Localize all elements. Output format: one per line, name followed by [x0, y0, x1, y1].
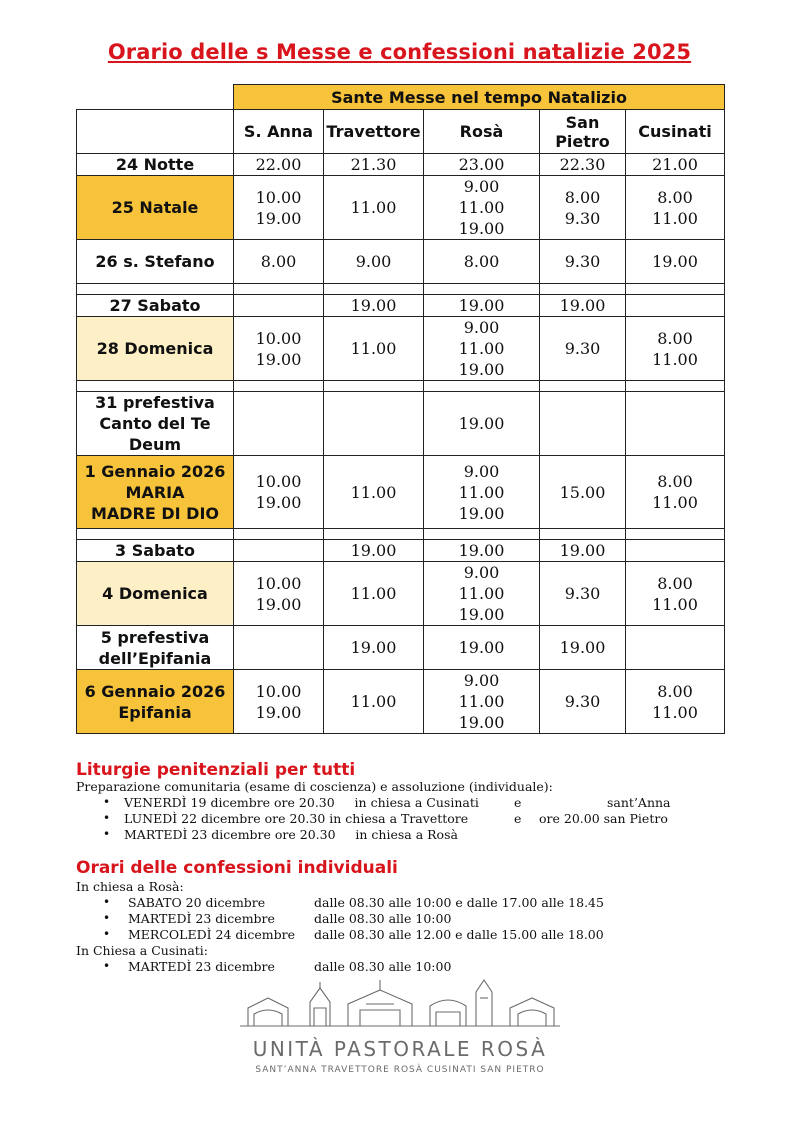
spacer-cell — [540, 529, 626, 540]
time-cell: 8.00 11.00 — [626, 670, 725, 734]
time-cell: 9.30 — [540, 240, 626, 284]
unita-pastorale-logo — [220, 978, 580, 1088]
time-cell — [234, 540, 324, 562]
time-cell: 11.00 — [324, 456, 424, 529]
spacer-row — [77, 381, 725, 392]
row-label: 27 Sabato — [77, 295, 234, 317]
spacer-cell — [324, 284, 424, 295]
time-cell: 19.00 — [626, 240, 725, 284]
spacer-cell — [77, 284, 234, 295]
spacer-cell — [324, 381, 424, 392]
bullet: • — [103, 795, 111, 809]
liturgia-extra: ore 20.00 san Pietro — [539, 811, 668, 826]
column-header: Travettore — [324, 110, 424, 154]
row-label: 3 Sabato — [77, 540, 234, 562]
time-cell: 8.00 11.00 — [626, 176, 725, 240]
bullet: • — [103, 827, 111, 841]
schedule-row — [77, 295, 725, 317]
spacer-cell — [424, 529, 540, 540]
spacer-cell — [234, 284, 324, 295]
schedule-row — [77, 317, 725, 381]
confession-time: dalle 08.30 alle 10:00 e dalle 17.00 alle 18.45 — [314, 895, 604, 910]
time-cell: 23.00 — [424, 154, 540, 176]
time-cell — [540, 392, 626, 456]
time-cell: 10.00 19.00 — [234, 317, 324, 381]
mass-schedule-table — [76, 84, 725, 734]
schedule-row — [77, 670, 725, 734]
row-label: 31 prefestiva Canto del Te Deum — [77, 392, 234, 456]
confession-place: In Chiesa a Cusinati: — [76, 943, 209, 958]
time-cell — [626, 540, 725, 562]
time-cell: 11.00 — [324, 562, 424, 626]
time-cell: 21.00 — [626, 154, 725, 176]
liturgie-intro: Preparazione comunitaria (esame di coscienza) e assoluzione (individuale): — [76, 779, 553, 794]
schedule-row — [77, 540, 725, 562]
column-header: San Pietro — [540, 110, 626, 154]
row-label: 28 Domenica — [77, 317, 234, 381]
time-cell: 19.00 — [324, 295, 424, 317]
row-label: 24 Notte — [77, 154, 234, 176]
time-cell: 11.00 — [324, 317, 424, 381]
spacer-cell — [626, 529, 725, 540]
time-cell: 8.00 — [424, 240, 540, 284]
time-cell: 8.00 9.30 — [540, 176, 626, 240]
row-label: 26 s. Stefano — [77, 240, 234, 284]
bullet: • — [103, 959, 111, 973]
column-header: S. Anna — [234, 110, 324, 154]
time-cell — [234, 626, 324, 670]
time-cell: 9.00 11.00 19.00 — [424, 176, 540, 240]
time-cell — [234, 295, 324, 317]
confession-day: MARTEDÌ 23 dicembre — [128, 959, 275, 974]
time-cell: 10.00 19.00 — [234, 670, 324, 734]
time-cell: 19.00 — [324, 626, 424, 670]
row-label: 6 Gennaio 2026 Epifania — [77, 670, 234, 734]
time-cell: 19.00 — [424, 626, 540, 670]
time-cell: 21.30 — [324, 154, 424, 176]
group-header: Sante Messe nel tempo Natalizio — [234, 85, 725, 110]
spacer-cell — [234, 529, 324, 540]
time-cell: 9.00 11.00 19.00 — [424, 562, 540, 626]
confession-day: MERCOLEDÌ 24 dicembre — [128, 927, 296, 942]
liturgia-conj: e — [514, 795, 522, 810]
time-cell: 19.00 — [540, 295, 626, 317]
schedule-row — [77, 392, 725, 456]
time-cell — [626, 626, 725, 670]
schedule-row — [77, 626, 725, 670]
spacer-cell — [626, 284, 725, 295]
confessioni-heading: Orari delle confessioni individuali — [76, 858, 398, 878]
time-cell: 8.00 11.00 — [626, 456, 725, 529]
time-cell: 9.00 — [324, 240, 424, 284]
logo-subtitle: SANT’ANNA TRAVETTORE ROSÀ CUSINATI SAN PIETRO — [255, 1065, 545, 1075]
time-cell: 8.00 11.00 — [626, 562, 725, 626]
time-cell: 19.00 — [540, 626, 626, 670]
time-cell: 10.00 19.00 — [234, 456, 324, 529]
time-cell: 9.30 — [540, 670, 626, 734]
bullet: • — [103, 911, 111, 925]
bullet: • — [103, 927, 111, 941]
time-cell — [324, 392, 424, 456]
row-label: 4 Domenica — [77, 562, 234, 626]
schedule-row — [77, 240, 725, 284]
spacer-cell — [424, 284, 540, 295]
liturgia-conj: e — [514, 811, 522, 826]
time-cell: 8.00 11.00 — [626, 317, 725, 381]
schedule-row — [77, 456, 725, 529]
column-header: Cusinati — [626, 110, 725, 154]
time-cell: 19.00 — [424, 540, 540, 562]
schedule-row — [77, 154, 725, 176]
time-cell: 11.00 — [324, 670, 424, 734]
confession-place: In chiesa a Rosà: — [76, 879, 184, 894]
confession-time: dalle 08.30 alle 12.00 e dalle 15.00 alle 18.00 — [314, 927, 604, 942]
confession-day: SABATO 20 dicembre — [128, 895, 266, 910]
bullet: • — [103, 895, 111, 909]
spacer-cell — [540, 381, 626, 392]
time-cell: 9.00 11.00 19.00 — [424, 456, 540, 529]
time-cell: 8.00 — [234, 240, 324, 284]
corner-blank — [77, 85, 234, 110]
row-label: 5 prefestiva dell’Epifania — [77, 626, 234, 670]
confession-day: MARTEDÌ 23 dicembre — [128, 911, 275, 926]
time-cell — [626, 392, 725, 456]
spacer-cell — [540, 284, 626, 295]
time-cell: 9.30 — [540, 562, 626, 626]
spacer-cell — [626, 381, 725, 392]
spacer-cell — [234, 381, 324, 392]
page-title: Orario delle s Messe e confessioni natalizie 2025 — [107, 40, 692, 64]
time-cell: 19.00 — [424, 295, 540, 317]
time-cell: 19.00 — [540, 540, 626, 562]
liturgia-item: VENERDÌ 19 dicembre ore 20.30 in chiesa a Cusinati — [124, 795, 479, 810]
time-cell: 9.00 11.00 19.00 — [424, 670, 540, 734]
time-cell: 9.00 11.00 19.00 — [424, 317, 540, 381]
schedule-row — [77, 562, 725, 626]
spacer-row — [77, 529, 725, 540]
bullet: • — [103, 811, 111, 825]
spacer-cell — [77, 529, 234, 540]
spacer-cell — [424, 381, 540, 392]
schedule-row — [77, 176, 725, 240]
confession-time: dalle 08.30 alle 10:00 — [314, 911, 452, 926]
time-cell: 19.00 — [324, 540, 424, 562]
time-cell: 11.00 — [324, 176, 424, 240]
row-label: 1 Gennaio 2026 MARIA MADRE DI DIO — [77, 456, 234, 529]
logo-name: UNITÀ PASTORALE ROSÀ — [252, 1037, 548, 1061]
spacer-cell — [77, 381, 234, 392]
liturgie-heading: Liturgie penitenziali per tutti — [76, 760, 356, 780]
confession-time: dalle 08.30 alle 10:00 — [314, 959, 452, 974]
time-cell: 19.00 — [424, 392, 540, 456]
time-cell — [234, 392, 324, 456]
time-cell: 10.00 19.00 — [234, 562, 324, 626]
time-cell: 10.00 19.00 — [234, 176, 324, 240]
liturgia-extra: sant’Anna — [607, 795, 671, 810]
row-label: 25 Natale — [77, 176, 234, 240]
time-cell: 15.00 — [540, 456, 626, 529]
label-col-header — [77, 110, 234, 154]
liturgia-item: LUNEDÌ 22 dicembre ore 20.30 in chiesa a Travettore — [124, 811, 469, 826]
column-header: Rosà — [424, 110, 540, 154]
spacer-cell — [324, 529, 424, 540]
time-cell: 22.00 — [234, 154, 324, 176]
time-cell — [626, 295, 725, 317]
time-cell: 22.30 — [540, 154, 626, 176]
time-cell: 9.30 — [540, 317, 626, 381]
liturgia-item: MARTEDÌ 23 dicembre ore 20.30 in chiesa a Rosà — [124, 827, 458, 842]
spacer-row — [77, 284, 725, 295]
